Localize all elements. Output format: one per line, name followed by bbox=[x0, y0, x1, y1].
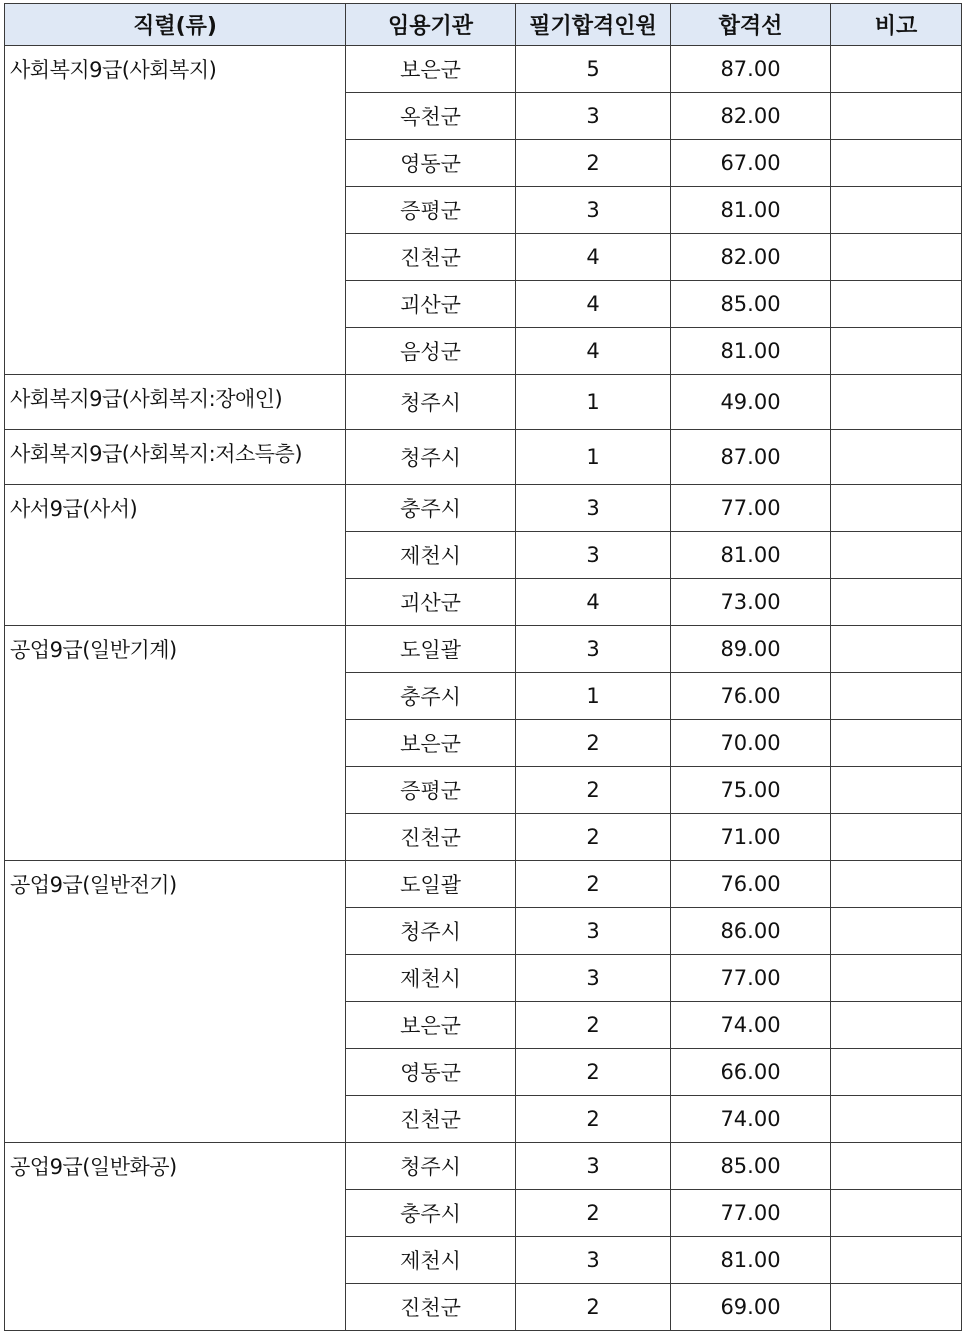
agency-cell: 진천군 bbox=[346, 1096, 516, 1143]
agency-cell: 옥천군 bbox=[346, 93, 516, 140]
cutoff-cell: 81.00 bbox=[671, 1237, 831, 1284]
agency-cell: 영동군 bbox=[346, 1049, 516, 1096]
note-cell bbox=[831, 579, 962, 626]
cutoff-cell: 74.00 bbox=[671, 1002, 831, 1049]
header-category: 직렬(류) bbox=[5, 4, 346, 46]
count-cell: 3 bbox=[516, 626, 671, 673]
note-cell bbox=[831, 1237, 962, 1284]
agency-cell: 청주시 bbox=[346, 375, 516, 430]
cutoff-cell: 81.00 bbox=[671, 187, 831, 234]
count-cell: 2 bbox=[516, 861, 671, 908]
agency-cell: 충주시 bbox=[346, 673, 516, 720]
note-cell bbox=[831, 93, 962, 140]
count-cell: 3 bbox=[516, 908, 671, 955]
category-cell: 공업9급(일반기계) bbox=[5, 626, 346, 861]
agency-cell: 증평군 bbox=[346, 767, 516, 814]
note-cell bbox=[831, 187, 962, 234]
count-cell: 2 bbox=[516, 1284, 671, 1331]
count-cell: 2 bbox=[516, 720, 671, 767]
note-cell bbox=[831, 430, 962, 485]
category-cell: 사회복지9급(사회복지) bbox=[5, 46, 346, 375]
cutoff-cell: 86.00 bbox=[671, 908, 831, 955]
note-cell bbox=[831, 1143, 962, 1190]
note-cell bbox=[831, 1096, 962, 1143]
note-cell bbox=[831, 234, 962, 281]
count-cell: 2 bbox=[516, 1049, 671, 1096]
results-table bbox=[4, 3, 962, 1331]
cutoff-cell: 77.00 bbox=[671, 955, 831, 1002]
agency-cell: 진천군 bbox=[346, 234, 516, 281]
count-cell: 3 bbox=[516, 187, 671, 234]
cutoff-cell: 73.00 bbox=[671, 579, 831, 626]
count-cell: 4 bbox=[516, 234, 671, 281]
agency-cell: 음성군 bbox=[346, 328, 516, 375]
cutoff-cell: 76.00 bbox=[671, 673, 831, 720]
note-cell bbox=[831, 1284, 962, 1331]
agency-cell: 충주시 bbox=[346, 485, 516, 532]
agency-cell: 청주시 bbox=[346, 1143, 516, 1190]
count-cell: 4 bbox=[516, 579, 671, 626]
agency-cell: 청주시 bbox=[346, 430, 516, 485]
note-cell bbox=[831, 861, 962, 908]
cutoff-cell: 70.00 bbox=[671, 720, 831, 767]
agency-cell: 괴산군 bbox=[346, 281, 516, 328]
table-row bbox=[5, 46, 962, 93]
header-count: 필기합격인원 bbox=[516, 4, 671, 46]
note-cell bbox=[831, 1190, 962, 1237]
agency-cell: 진천군 bbox=[346, 814, 516, 861]
count-cell: 2 bbox=[516, 814, 671, 861]
header-row bbox=[5, 4, 962, 46]
agency-cell: 충주시 bbox=[346, 1190, 516, 1237]
note-cell bbox=[831, 46, 962, 93]
count-cell: 3 bbox=[516, 1143, 671, 1190]
cutoff-cell: 66.00 bbox=[671, 1049, 831, 1096]
agency-cell: 증평군 bbox=[346, 187, 516, 234]
table-row bbox=[5, 430, 962, 485]
cutoff-cell: 71.00 bbox=[671, 814, 831, 861]
cutoff-cell: 74.00 bbox=[671, 1096, 831, 1143]
count-cell: 1 bbox=[516, 430, 671, 485]
table-row bbox=[5, 1143, 962, 1190]
note-cell bbox=[831, 1002, 962, 1049]
header-agency: 임용기관 bbox=[346, 4, 516, 46]
category-cell: 사회복지9급(사회복지:저소득층) bbox=[5, 430, 346, 485]
agency-cell: 영동군 bbox=[346, 140, 516, 187]
note-cell bbox=[831, 1049, 962, 1096]
count-cell: 2 bbox=[516, 767, 671, 814]
header-cutoff: 합격선 bbox=[671, 4, 831, 46]
count-cell: 1 bbox=[516, 673, 671, 720]
agency-cell: 제천시 bbox=[346, 1237, 516, 1284]
agency-cell: 도일괄 bbox=[346, 626, 516, 673]
count-cell: 4 bbox=[516, 281, 671, 328]
count-cell: 3 bbox=[516, 955, 671, 1002]
agency-cell: 보은군 bbox=[346, 720, 516, 767]
cutoff-cell: 67.00 bbox=[671, 140, 831, 187]
table-row bbox=[5, 375, 962, 430]
count-cell: 4 bbox=[516, 328, 671, 375]
agency-cell: 보은군 bbox=[346, 1002, 516, 1049]
header-note: 비고 bbox=[831, 4, 962, 46]
note-cell bbox=[831, 767, 962, 814]
note-cell bbox=[831, 140, 962, 187]
cutoff-cell: 87.00 bbox=[671, 430, 831, 485]
category-cell: 사회복지9급(사회복지:장애인) bbox=[5, 375, 346, 430]
count-cell: 2 bbox=[516, 1190, 671, 1237]
note-cell bbox=[831, 532, 962, 579]
cutoff-cell: 69.00 bbox=[671, 1284, 831, 1331]
count-cell: 3 bbox=[516, 1237, 671, 1284]
cutoff-cell: 81.00 bbox=[671, 532, 831, 579]
note-cell bbox=[831, 375, 962, 430]
table-row bbox=[5, 626, 962, 673]
table-body bbox=[5, 46, 962, 1331]
agency-cell: 제천시 bbox=[346, 532, 516, 579]
category-cell: 공업9급(일반전기) bbox=[5, 861, 346, 1143]
count-cell: 3 bbox=[516, 485, 671, 532]
note-cell bbox=[831, 720, 962, 767]
cutoff-cell: 75.00 bbox=[671, 767, 831, 814]
cutoff-cell: 89.00 bbox=[671, 626, 831, 673]
count-cell: 1 bbox=[516, 375, 671, 430]
cutoff-cell: 49.00 bbox=[671, 375, 831, 430]
agency-cell: 괴산군 bbox=[346, 579, 516, 626]
cutoff-cell: 82.00 bbox=[671, 93, 831, 140]
table-row bbox=[5, 485, 962, 532]
agency-cell: 제천시 bbox=[346, 955, 516, 1002]
note-cell bbox=[831, 955, 962, 1002]
note-cell bbox=[831, 908, 962, 955]
category-cell: 공업9급(일반화공) bbox=[5, 1143, 346, 1331]
note-cell bbox=[831, 673, 962, 720]
agency-cell: 보은군 bbox=[346, 46, 516, 93]
agency-cell: 청주시 bbox=[346, 908, 516, 955]
table-header bbox=[5, 4, 962, 46]
note-cell bbox=[831, 485, 962, 532]
cutoff-cell: 81.00 bbox=[671, 328, 831, 375]
agency-cell: 진천군 bbox=[346, 1284, 516, 1331]
cutoff-cell: 85.00 bbox=[671, 281, 831, 328]
note-cell bbox=[831, 814, 962, 861]
count-cell: 3 bbox=[516, 532, 671, 579]
count-cell: 2 bbox=[516, 140, 671, 187]
cutoff-cell: 77.00 bbox=[671, 1190, 831, 1237]
agency-cell: 도일괄 bbox=[346, 861, 516, 908]
count-cell: 3 bbox=[516, 93, 671, 140]
category-cell: 사서9급(사서) bbox=[5, 485, 346, 626]
cutoff-cell: 77.00 bbox=[671, 485, 831, 532]
table-row bbox=[5, 861, 962, 908]
note-cell bbox=[831, 626, 962, 673]
cutoff-cell: 82.00 bbox=[671, 234, 831, 281]
cutoff-cell: 76.00 bbox=[671, 861, 831, 908]
note-cell bbox=[831, 281, 962, 328]
note-cell bbox=[831, 328, 962, 375]
count-cell: 2 bbox=[516, 1096, 671, 1143]
cutoff-cell: 87.00 bbox=[671, 46, 831, 93]
cutoff-cell: 85.00 bbox=[671, 1143, 831, 1190]
count-cell: 5 bbox=[516, 46, 671, 93]
count-cell: 2 bbox=[516, 1002, 671, 1049]
